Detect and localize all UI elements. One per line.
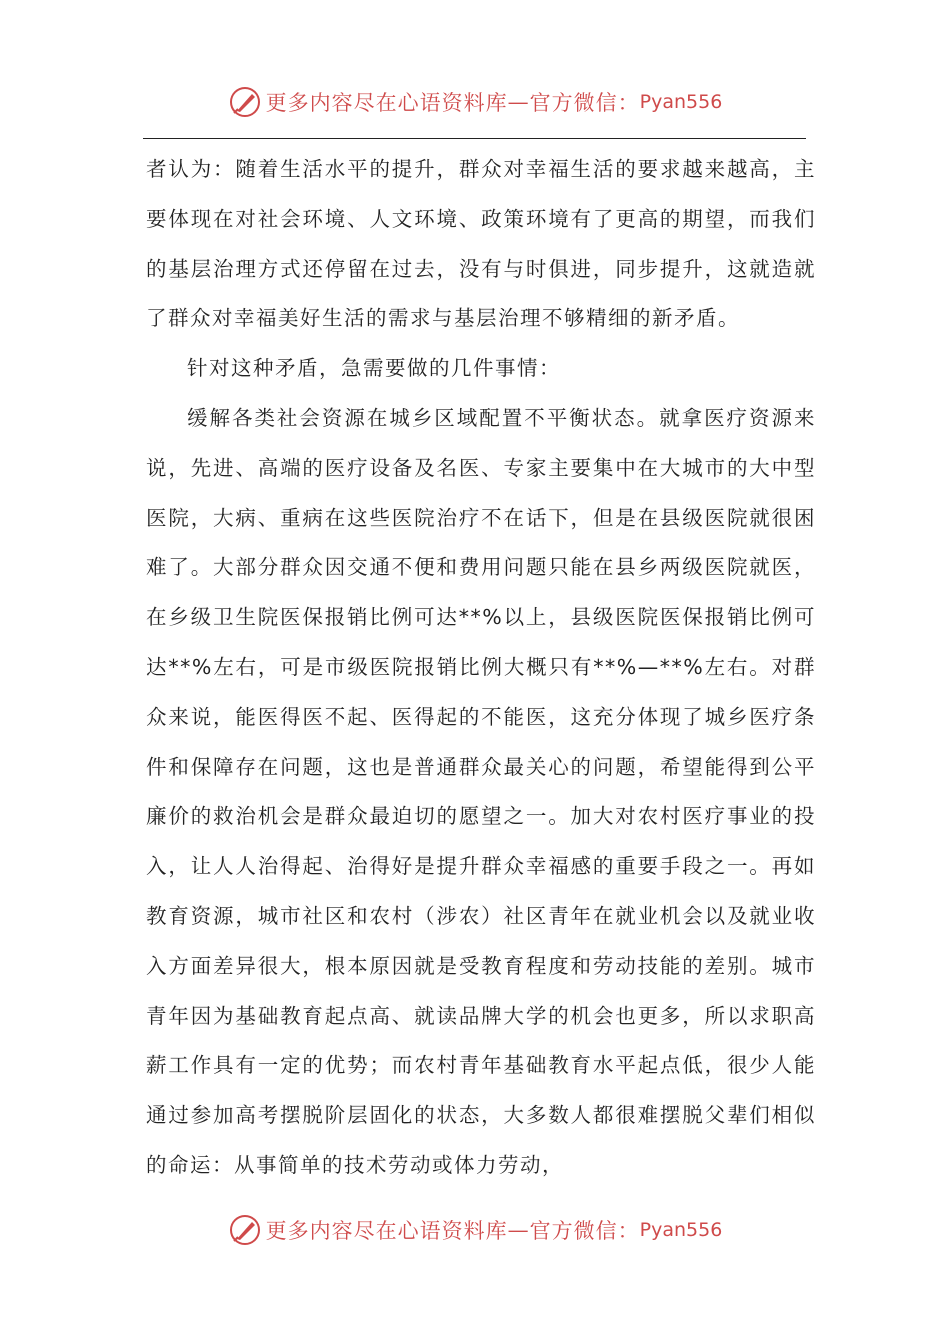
footer-dash: — [507,1218,530,1242]
header-brand: 更多内容尽在心语资料库 [265,91,508,115]
footer-wechat-label: 官方微信： [529,1219,640,1243]
header-wechat-label: 官方微信： [529,91,640,115]
footer-watermark [0,1210,950,1250]
header-dash: — [507,90,530,114]
quill-logo-icon [228,85,262,119]
paragraph-intro: 针对这种矛盾，急需要做的几件事情： [187,356,561,381]
header-watermark [0,82,950,122]
footer-wechat-id: Pyan556 [639,1219,723,1241]
header-divider [143,138,806,139]
quill-logo-icon [228,1213,262,1247]
header-wechat-id: Pyan556 [639,91,723,113]
paragraph-continuation: 者认为：随着生活水平的提升，群众对幸福生活的要求越来越高，主要体现在对社会环境、人文环境、政策环境有了更高的期望，而我们的基层治理方式还停留在过去，没有与时俱进，同步提升，这就造就了群众对幸福美好生活的需求与基层治理不够精细的新矛盾。 [146,157,816,331]
footer-brand: 更多内容尽在心语资料库 [265,1219,508,1243]
document-body [146,145,816,1191]
paragraph-resources: 缓解各类社会资源在城乡区域配置不平衡状态。就拿医疗资源来说，先进、高端的医疗设备及名医、专家主要集中在大城市的大中型医院，大病、重病在这些医院治疗不在话下，但是在县级医院就很困难了。大部分群众因交通不便和费用问题只能在县乡两级医院就医，在乡级卫生院医保报销比例可达**%以上，县级医院医保报销比例可达**%左右，可是市级医院报销比例大概只有**%—**%左右。对群众来说，能医得医不起、医得起的不能医，这充分体现了城乡医疗条件和保障存在问题，这也是普通群众最关心的问题，希望能得到公平廉价的救治机会是群众最迫切的愿望之一。加大对农村医疗事业的投入，让人人治得起、治得好是提升群众幸福感的重要手段之一。再如教育资源，城市社区和农村（涉农）社区青年在就业机会以及就业收入方面差异很大，根本原因就是受教育程度和劳动技能的差别。城市青年因为基础教育起点高、就读品牌大学的机会也更多，所以求职高薪工作具有一定的优势；而农村青年基础教育水平起点低，很少人能通过参加高考摆脱阶层固化的状态，大多数人都很难摆脱父辈们相似的命运：从事简单的技术劳动或体力劳动， [146,405,816,1177]
